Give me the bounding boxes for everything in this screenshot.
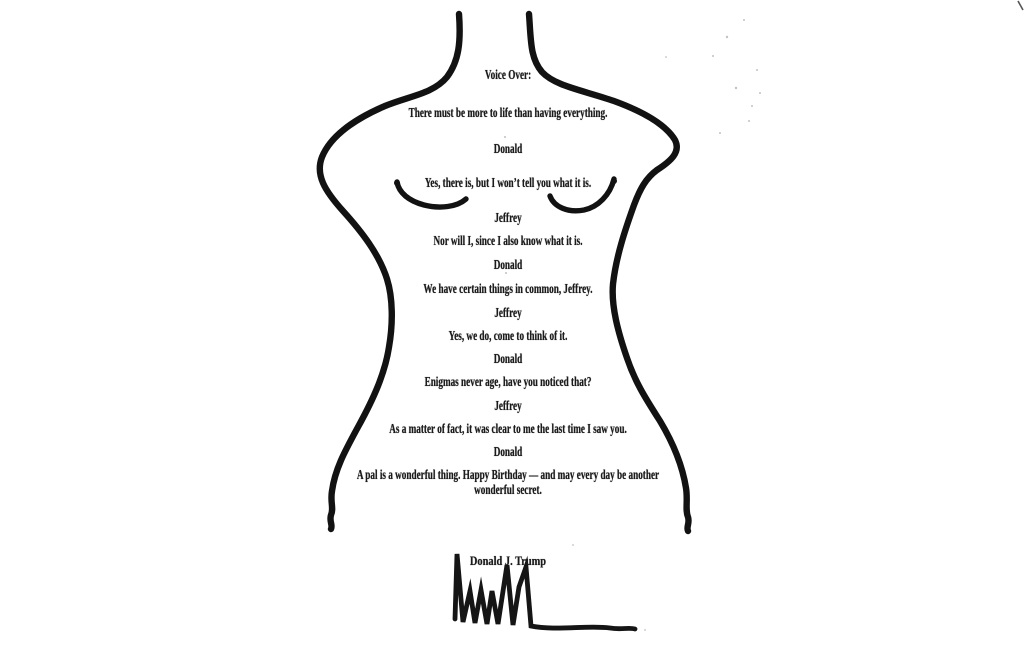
voice-over-label: Voice Over:: [484, 67, 532, 82]
dialogue-line: As a matter of fact, it was clear to me the last time I saw you.: [389, 421, 627, 436]
dialogue-line: Yes, there is, but I won’t tell you what it is.: [424, 175, 592, 190]
speaker-name: Donald: [493, 444, 523, 459]
dialogue-line: Enigmas never age, have you noticed that?: [424, 374, 592, 389]
dialogue-line: Nor will I, since I also know what it is.: [433, 233, 583, 248]
speaker-name: Donald: [493, 257, 523, 272]
speaker-name: Jeffrey: [494, 398, 522, 413]
dialogue-line: There must be more to life than having everything.: [408, 105, 608, 120]
speaker-name: Jeffrey: [494, 210, 522, 225]
speaker-name: Donald: [493, 351, 523, 366]
speaker-name: Jeffrey: [494, 305, 522, 320]
dialogue-line: Yes, we do, come to think of it.: [448, 328, 568, 343]
dialogue-line: [163, 468, 854, 497]
dialogue-line: We have certain things in common, Jeffrey.: [423, 281, 593, 296]
typed-signature-name: Donald J. Trump: [469, 553, 547, 568]
dialogue-line-text: A pal is a wonderful thing. Happy Birthday — and may every day be another wonderful secret.: [356, 467, 660, 497]
speaker-name: Donald: [493, 141, 523, 156]
